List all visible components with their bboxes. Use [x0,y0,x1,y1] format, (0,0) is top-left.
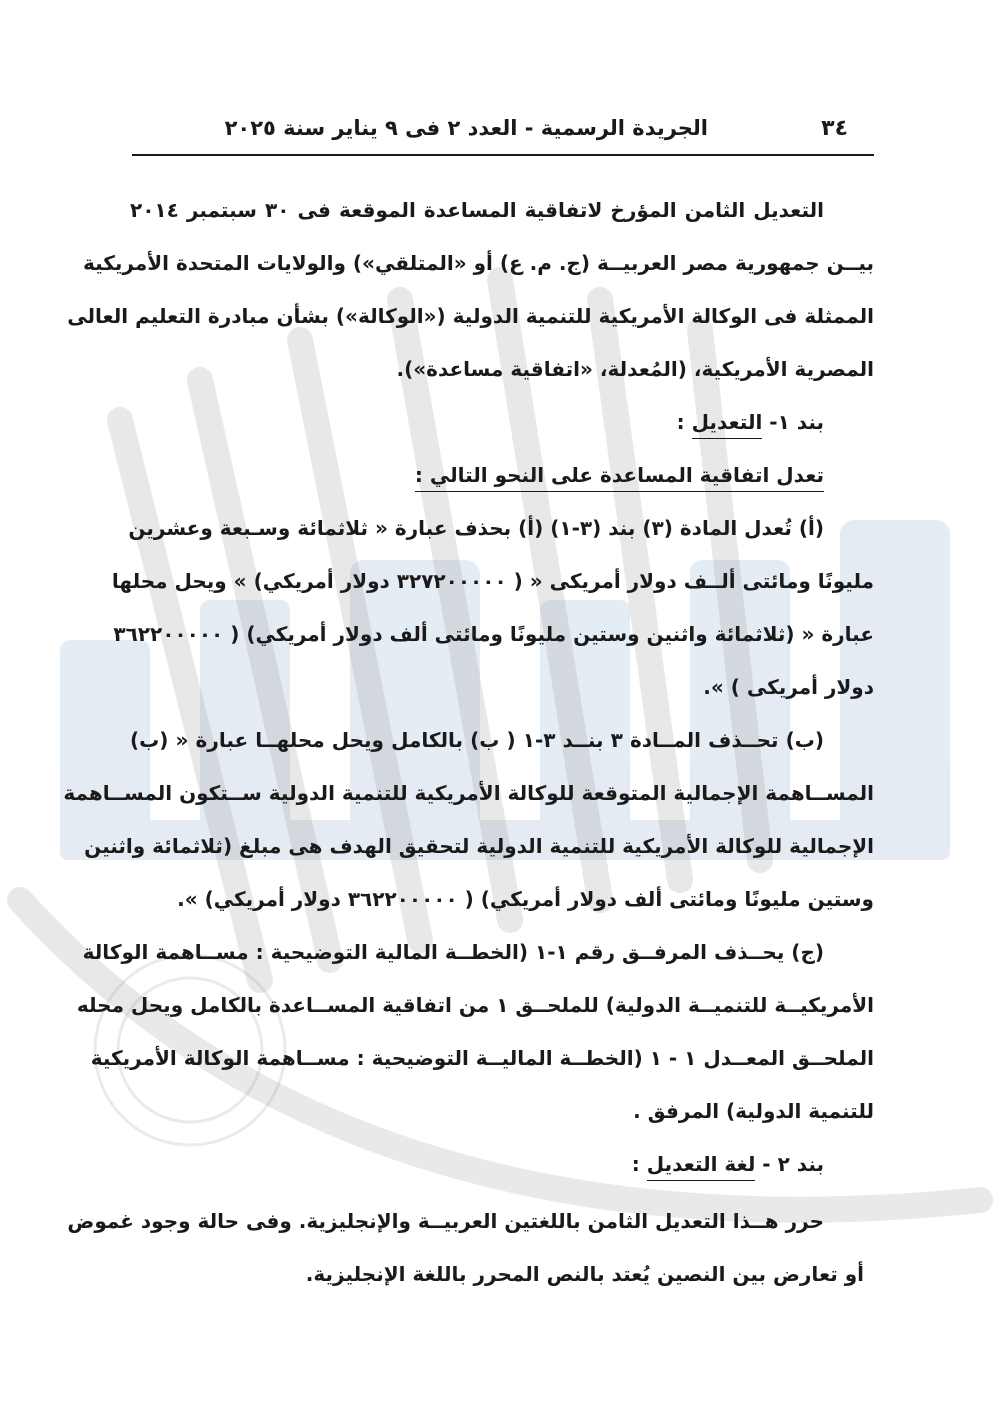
clause-1-intro [415,460,824,490]
page-number: ٣٤ [821,116,848,141]
para-c-line-2: الأمريكيــة للتنميــة الدولية) للملحــق ١ من اتفاقية المســاعدة بالكامل ويحل محله [76,993,874,1017]
clause-2-heading [632,1149,824,1179]
para-a-line-1: (أ) تُعدل المادة (٣) بند (٣-١) (أ) بحذف عبارة « ثلاثمائة وسـبعة وعشرين [128,516,824,540]
para-a-line-2: مليونًا ومائتى ألــف دولار أمريكى « ( ٣٢٧٢٠٠٠٠٠ دولار أمريكي) » ويحل محلها [111,569,874,593]
intro-line-3: الممثلة فى الوكالة الأمريكية للتنمية الدولية («الوكالة») بشأن مبادرة التعليم العالى [67,304,874,328]
final-para-line-1: حرر هــذا التعديل الثامن باللغتين العربيــة والإنجليزية. وفى حالة وجود غموض [67,1209,824,1233]
intro-line-2: بيــن جمهورية مصر العربيــة (ج. م. ع) أو «المتلقي») والولايات المتحدة الأمريكية [82,251,874,275]
para-b-line-4: وستين مليونًا ومائتى ألف دولار أمريكي) ( ٣٦٢٢٠٠٠٠٠ دولار أمريكي) ». [177,887,874,911]
para-c-line-1: (ج) يحــذف المرفــق رقم ١-١ (الخطــة المالية التوضيحية : مســاهمة الوكالة [82,940,824,964]
clause-2-suffix: : [631,1152,647,1176]
header-divider [132,154,874,156]
intro-line-4: المصرية الأمريكية، (المُعدلة، «اتفاقية مساعدة»). [396,357,874,381]
para-a-line-3: عبارة « (ثلاثمائة واثنين وستين مليونًا ومائتى ألف دولار أمريكي) ( ٣٦٢٢٠٠٠٠٠ [113,622,874,646]
para-b-line-2: المســاهمة الإجمالية المتوقعة للوكالة الأمريكية للتنمية الدولية ســتكون المســاهمة [63,781,874,805]
page-header [132,112,874,152]
clause-2-title: لغة التعديل [647,1152,756,1181]
clause-1-suffix: : [676,410,692,434]
clause-1-title: التعديل [692,410,763,439]
para-b-line-3: الإجمالية للوكالة الأمريكية للتنمية الدولية لتحقيق الهدف هى مبلغ (ثلاثمائة واثنين [84,834,874,858]
clause-1-intro-text: تعدل اتفاقية المساعدة على النحو التالي : [415,463,824,492]
clause-2-prefix: بند ٢ - [755,1152,824,1176]
intro-line-1: التعديل الثامن المؤرخ لاتفاقية المساعدة الموقعة فى ٣٠ سبتمبر ٢٠١٤ [130,198,825,222]
clause-1-prefix: بند ١- [762,410,824,434]
para-c-line-4: للتنمية الدولية) المرفق . [633,1099,874,1123]
para-b-line-1: (ب) تحــذف المــادة ٣ بنــد ٣-١ ( ب) بالكامل ويحل محلهــا عبارة « (ب) [130,728,824,752]
clause-1-heading [677,407,824,437]
para-a-line-4: دولار أمريكى ) ». [703,675,874,699]
para-c-line-3: الملحــق المعــدل ١ - ١ (الخطــة الماليــة التوضيحية : مســاهمة الوكالة الأمريكية [90,1046,874,1070]
final-para-line-2: أو تعارض بين النصين يُعتد بالنص المحرر باللغة الإنجليزية. [305,1262,864,1286]
gazette-title: الجريدة الرسمية - العدد ٢ فى ٩ يناير سنة ٢٠٢٥ [224,116,708,140]
